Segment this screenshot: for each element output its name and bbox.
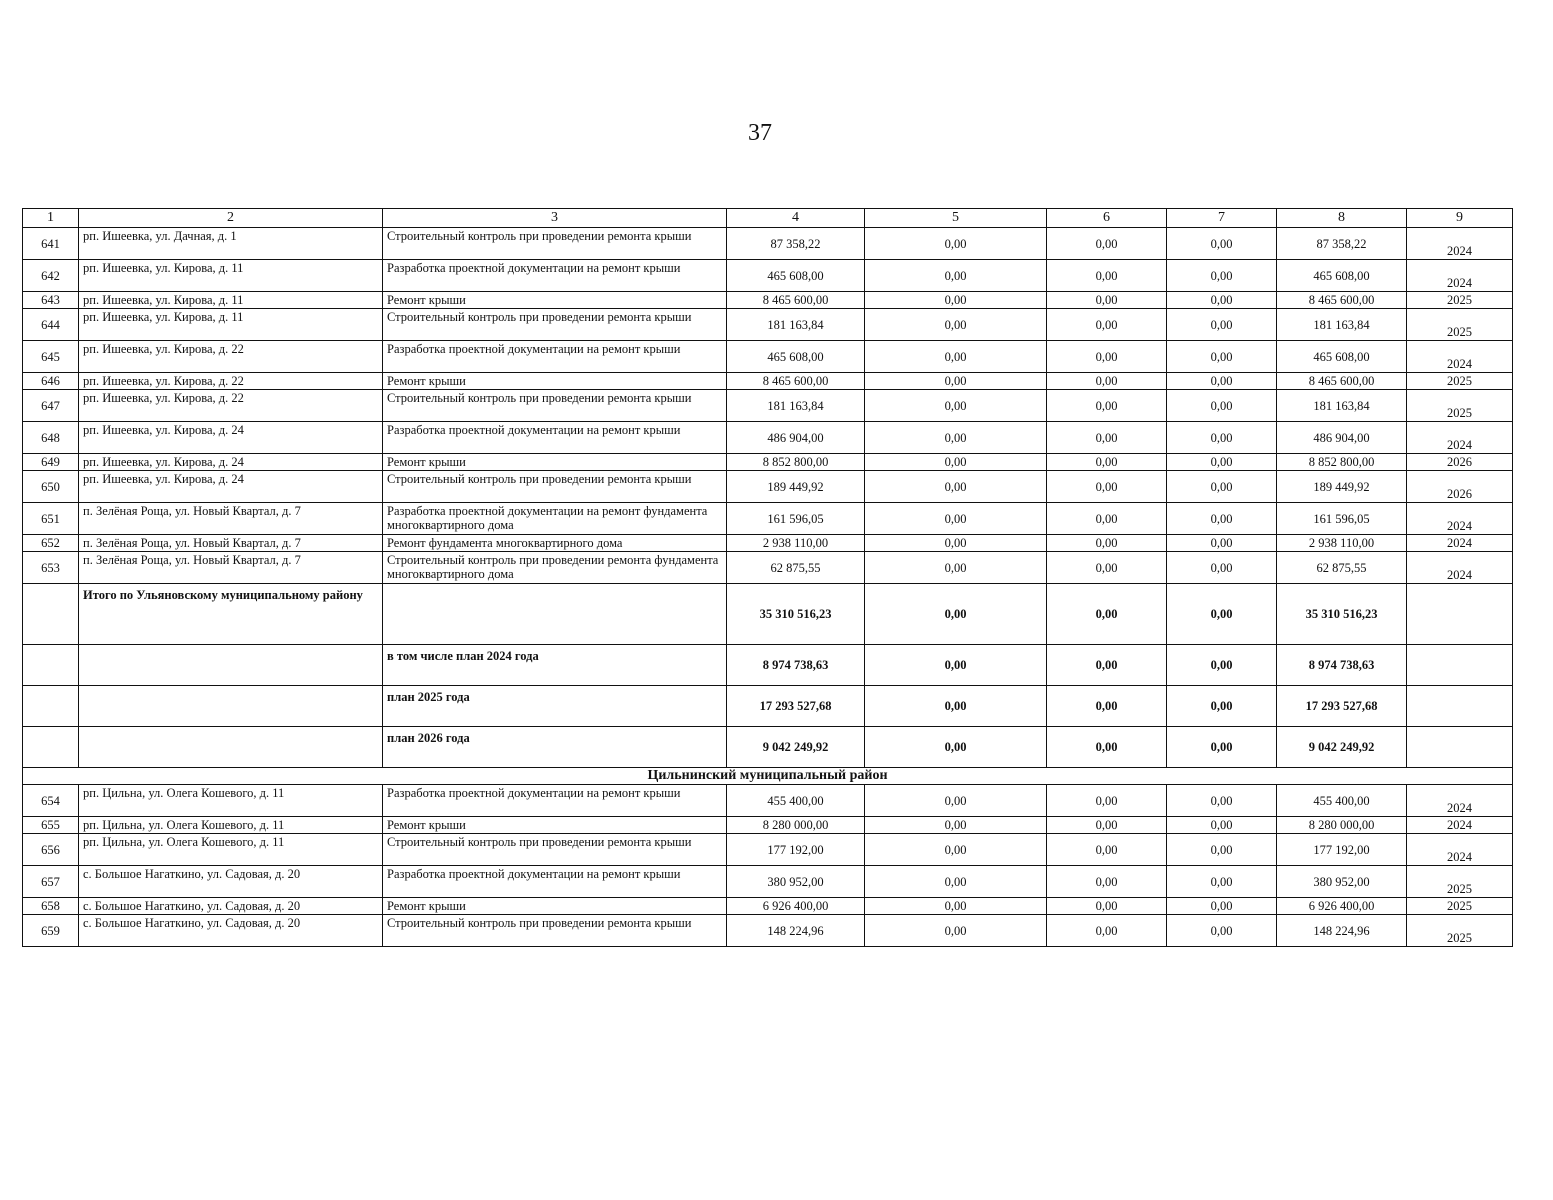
plan-col8: 8 974 738,63 (1277, 645, 1407, 686)
row-year: 2024 (1407, 817, 1513, 834)
column-header: 2 (79, 209, 383, 228)
row-col4-value: 465 608,00 (727, 341, 865, 373)
row-col5-value: 0,00 (865, 228, 1047, 260)
row-col7-value: 0,00 (1167, 471, 1277, 503)
plan-num-cell (23, 686, 79, 727)
plan-row-2024 (23, 645, 1513, 686)
row-number: 644 (23, 309, 79, 341)
row-work-type: Разработка проектной документации на ремонт крыши (383, 260, 727, 292)
row-year: 2024 (1407, 552, 1513, 584)
row-address: п. Зелёная Роща, ул. Новый Квартал, д. 7 (79, 552, 383, 584)
row-col8-value: 161 596,05 (1277, 503, 1407, 535)
row-year: 2025 (1407, 373, 1513, 390)
row-year: 2025 (1407, 390, 1513, 422)
row-year: 2025 (1407, 309, 1513, 341)
row-number: 653 (23, 552, 79, 584)
row-col4-value: 465 608,00 (727, 260, 865, 292)
table-row (23, 390, 1513, 422)
row-year: 2025 (1407, 898, 1513, 915)
column-header: 7 (1167, 209, 1277, 228)
table-row (23, 866, 1513, 898)
row-address: рп. Цильна, ул. Олега Кошевого, д. 11 (79, 834, 383, 866)
row-col4-value: 8 465 600,00 (727, 373, 865, 390)
plan-col8: 9 042 249,92 (1277, 727, 1407, 768)
row-col8-value: 8 280 000,00 (1277, 817, 1407, 834)
row-col7-value: 0,00 (1167, 785, 1277, 817)
row-col8-value: 455 400,00 (1277, 785, 1407, 817)
row-col5-value: 0,00 (865, 866, 1047, 898)
row-col5-value: 0,00 (865, 817, 1047, 834)
table-row (23, 834, 1513, 866)
plan-row-2026 (23, 727, 1513, 768)
row-col6-value: 0,00 (1047, 834, 1167, 866)
row-col8-value: 6 926 400,00 (1277, 898, 1407, 915)
plan-col6: 0,00 (1047, 727, 1167, 768)
plan-col6: 0,00 (1047, 686, 1167, 727)
row-col5-value: 0,00 (865, 785, 1047, 817)
row-col5-value: 0,00 (865, 341, 1047, 373)
row-col6-value: 0,00 (1047, 292, 1167, 309)
row-col4-value: 161 596,05 (727, 503, 865, 535)
row-col7-value: 0,00 (1167, 422, 1277, 454)
row-work-type: Ремонт крыши (383, 454, 727, 471)
column-header: 4 (727, 209, 865, 228)
row-number: 657 (23, 866, 79, 898)
row-number: 647 (23, 390, 79, 422)
plan-col5: 0,00 (865, 686, 1047, 727)
row-col4-value: 8 280 000,00 (727, 817, 865, 834)
plan-label: план 2026 года (383, 727, 727, 768)
row-work-type: Строительный контроль при проведении ремонта крыши (383, 228, 727, 260)
row-col7-value: 0,00 (1167, 915, 1277, 947)
row-number: 650 (23, 471, 79, 503)
table-row (23, 471, 1513, 503)
row-number: 648 (23, 422, 79, 454)
row-year: 2025 (1407, 915, 1513, 947)
row-col5-value: 0,00 (865, 260, 1047, 292)
table-row (23, 535, 1513, 552)
plan-addr-cell (79, 645, 383, 686)
page-number: 37 (748, 120, 772, 146)
column-header: 1 (23, 209, 79, 228)
row-col4-value: 2 938 110,00 (727, 535, 865, 552)
plan-col4: 8 974 738,63 (727, 645, 865, 686)
table-row (23, 817, 1513, 834)
column-header: 3 (383, 209, 727, 228)
row-col8-value: 380 952,00 (1277, 866, 1407, 898)
total-work-cell (383, 584, 727, 645)
row-work-type: Строительный контроль при проведении ремонта крыши (383, 390, 727, 422)
row-year: 2024 (1407, 422, 1513, 454)
row-number: 655 (23, 817, 79, 834)
plan-col8: 17 293 527,68 (1277, 686, 1407, 727)
total-row (23, 584, 1513, 645)
row-number: 643 (23, 292, 79, 309)
row-col7-value: 0,00 (1167, 834, 1277, 866)
row-col5-value: 0,00 (865, 454, 1047, 471)
row-address: с. Большое Нагаткино, ул. Садовая, д. 20 (79, 898, 383, 915)
row-col6-value: 0,00 (1047, 373, 1167, 390)
row-year: 2026 (1407, 454, 1513, 471)
row-year: 2024 (1407, 834, 1513, 866)
row-col4-value: 380 952,00 (727, 866, 865, 898)
row-address: рп. Ишеевка, ул. Кирова, д. 24 (79, 471, 383, 503)
table-row (23, 898, 1513, 915)
row-col6-value: 0,00 (1047, 785, 1167, 817)
plan-col5: 0,00 (865, 727, 1047, 768)
row-col7-value: 0,00 (1167, 866, 1277, 898)
row-work-type: Разработка проектной документации на ремонт крыши (383, 785, 727, 817)
row-number: 659 (23, 915, 79, 947)
row-year: 2024 (1407, 785, 1513, 817)
row-number: 649 (23, 454, 79, 471)
row-col4-value: 181 163,84 (727, 309, 865, 341)
row-year: 2025 (1407, 866, 1513, 898)
row-col6-value: 0,00 (1047, 503, 1167, 535)
row-col6-value: 0,00 (1047, 422, 1167, 454)
row-year: 2026 (1407, 471, 1513, 503)
row-col6-value: 0,00 (1047, 390, 1167, 422)
row-col7-value: 0,00 (1167, 503, 1277, 535)
row-col4-value: 8 852 800,00 (727, 454, 865, 471)
row-col4-value: 189 449,92 (727, 471, 865, 503)
row-address: п. Зелёная Роща, ул. Новый Квартал, д. 7 (79, 503, 383, 535)
plan-label: в том числе план 2024 года (383, 645, 727, 686)
plan-col7: 0,00 (1167, 686, 1277, 727)
table-row (23, 228, 1513, 260)
total-col6: 0,00 (1047, 584, 1167, 645)
row-work-type: Строительный контроль при проведении ремонта крыши (383, 309, 727, 341)
total-year-cell (1407, 584, 1513, 645)
table-row (23, 454, 1513, 471)
row-year: 2024 (1407, 260, 1513, 292)
table-row (23, 422, 1513, 454)
row-col7-value: 0,00 (1167, 454, 1277, 471)
row-col6-value: 0,00 (1047, 341, 1167, 373)
total-label: Итого по Ульяновскому муниципальному району (79, 584, 383, 645)
row-work-type: Разработка проектной документации на ремонт фундамента многоквартирного дома (383, 503, 727, 535)
row-number: 652 (23, 535, 79, 552)
row-address: п. Зелёная Роща, ул. Новый Квартал, д. 7 (79, 535, 383, 552)
row-address: с. Большое Нагаткино, ул. Садовая, д. 20 (79, 866, 383, 898)
row-col6-value: 0,00 (1047, 898, 1167, 915)
row-address: рп. Ишеевка, ул. Кирова, д. 22 (79, 390, 383, 422)
row-number: 656 (23, 834, 79, 866)
row-number: 651 (23, 503, 79, 535)
row-col6-value: 0,00 (1047, 535, 1167, 552)
column-header: 8 (1277, 209, 1407, 228)
row-col5-value: 0,00 (865, 552, 1047, 584)
row-col8-value: 2 938 110,00 (1277, 535, 1407, 552)
section-header-row (23, 768, 1513, 785)
section-title: Цильнинский муниципальный район (23, 768, 1513, 785)
column-header: 9 (1407, 209, 1513, 228)
row-address: с. Большое Нагаткино, ул. Садовая, д. 20 (79, 915, 383, 947)
total-col4: 35 310 516,23 (727, 584, 865, 645)
table-row (23, 915, 1513, 947)
row-col6-value: 0,00 (1047, 260, 1167, 292)
row-address: рп. Ишеевка, ул. Кирова, д. 11 (79, 260, 383, 292)
table-row (23, 292, 1513, 309)
plan-col6: 0,00 (1047, 645, 1167, 686)
row-col6-value: 0,00 (1047, 309, 1167, 341)
row-col4-value: 6 926 400,00 (727, 898, 865, 915)
row-col5-value: 0,00 (865, 309, 1047, 341)
row-col8-value: 465 608,00 (1277, 260, 1407, 292)
row-year: 2024 (1407, 228, 1513, 260)
row-col7-value: 0,00 (1167, 535, 1277, 552)
row-col8-value: 486 904,00 (1277, 422, 1407, 454)
row-col6-value: 0,00 (1047, 552, 1167, 584)
row-col7-value: 0,00 (1167, 817, 1277, 834)
row-year: 2024 (1407, 341, 1513, 373)
row-col5-value: 0,00 (865, 471, 1047, 503)
table-row (23, 260, 1513, 292)
row-col7-value: 0,00 (1167, 390, 1277, 422)
plan-col4: 17 293 527,68 (727, 686, 865, 727)
row-year: 2024 (1407, 503, 1513, 535)
row-col8-value: 189 449,92 (1277, 471, 1407, 503)
row-col6-value: 0,00 (1047, 471, 1167, 503)
row-address: рп. Ишеевка, ул. Кирова, д. 24 (79, 422, 383, 454)
row-col5-value: 0,00 (865, 834, 1047, 866)
row-work-type: Ремонт фундамента многоквартирного дома (383, 535, 727, 552)
row-work-type: Строительный контроль при проведении ремонта крыши (383, 834, 727, 866)
table-row (23, 503, 1513, 535)
plan-col7: 0,00 (1167, 727, 1277, 768)
row-work-type: Разработка проектной документации на ремонт крыши (383, 341, 727, 373)
total-col7: 0,00 (1167, 584, 1277, 645)
row-col5-value: 0,00 (865, 503, 1047, 535)
row-col7-value: 0,00 (1167, 228, 1277, 260)
row-col7-value: 0,00 (1167, 373, 1277, 390)
row-col4-value: 455 400,00 (727, 785, 865, 817)
total-col8: 35 310 516,23 (1277, 584, 1407, 645)
row-col6-value: 0,00 (1047, 866, 1167, 898)
row-col6-value: 0,00 (1047, 228, 1167, 260)
row-col8-value: 62 875,55 (1277, 552, 1407, 584)
total-num-cell (23, 584, 79, 645)
row-work-type: Ремонт крыши (383, 817, 727, 834)
row-work-type: Ремонт крыши (383, 373, 727, 390)
plan-year-cell (1407, 727, 1513, 768)
table-row (23, 785, 1513, 817)
row-work-type: Строительный контроль при проведении ремонта крыши (383, 915, 727, 947)
row-col5-value: 0,00 (865, 535, 1047, 552)
plan-label: план 2025 года (383, 686, 727, 727)
plan-year-cell (1407, 686, 1513, 727)
row-work-type: Разработка проектной документации на ремонт крыши (383, 422, 727, 454)
row-col8-value: 181 163,84 (1277, 309, 1407, 341)
row-col7-value: 0,00 (1167, 309, 1277, 341)
row-col5-value: 0,00 (865, 292, 1047, 309)
row-col8-value: 181 163,84 (1277, 390, 1407, 422)
row-col5-value: 0,00 (865, 898, 1047, 915)
row-col4-value: 181 163,84 (727, 390, 865, 422)
row-col8-value: 8 465 600,00 (1277, 292, 1407, 309)
row-number: 646 (23, 373, 79, 390)
row-col4-value: 486 904,00 (727, 422, 865, 454)
row-col8-value: 8 465 600,00 (1277, 373, 1407, 390)
row-address: рп. Ишеевка, ул. Кирова, д. 22 (79, 341, 383, 373)
row-col5-value: 0,00 (865, 373, 1047, 390)
row-col7-value: 0,00 (1167, 552, 1277, 584)
plan-row-2025 (23, 686, 1513, 727)
row-col4-value: 87 358,22 (727, 228, 865, 260)
row-col4-value: 8 465 600,00 (727, 292, 865, 309)
table-body (23, 228, 1513, 947)
table-row (23, 341, 1513, 373)
column-header: 5 (865, 209, 1047, 228)
row-number: 641 (23, 228, 79, 260)
table-row (23, 309, 1513, 341)
row-col6-value: 0,00 (1047, 915, 1167, 947)
row-address: рп. Ишеевка, ул. Дачная, д. 1 (79, 228, 383, 260)
row-col8-value: 8 852 800,00 (1277, 454, 1407, 471)
row-number: 642 (23, 260, 79, 292)
row-address: рп. Ишеевка, ул. Кирова, д. 11 (79, 292, 383, 309)
row-col5-value: 0,00 (865, 422, 1047, 454)
row-year: 2025 (1407, 292, 1513, 309)
row-col8-value: 87 358,22 (1277, 228, 1407, 260)
row-work-type: Ремонт крыши (383, 292, 727, 309)
row-col8-value: 465 608,00 (1277, 341, 1407, 373)
row-col7-value: 0,00 (1167, 898, 1277, 915)
row-col7-value: 0,00 (1167, 292, 1277, 309)
plan-addr-cell (79, 686, 383, 727)
row-col5-value: 0,00 (865, 915, 1047, 947)
row-year: 2024 (1407, 535, 1513, 552)
row-number: 658 (23, 898, 79, 915)
row-work-type: Строительный контроль при проведении ремонта фундамента многоквартирного дома (383, 552, 727, 584)
plan-num-cell (23, 727, 79, 768)
table-wrapper (22, 208, 1512, 947)
row-col4-value: 148 224,96 (727, 915, 865, 947)
row-col8-value: 177 192,00 (1277, 834, 1407, 866)
row-col6-value: 0,00 (1047, 454, 1167, 471)
row-number: 645 (23, 341, 79, 373)
row-col4-value: 62 875,55 (727, 552, 865, 584)
table-row (23, 552, 1513, 584)
plan-col7: 0,00 (1167, 645, 1277, 686)
row-address: рп. Цильна, ул. Олега Кошевого, д. 11 (79, 785, 383, 817)
row-address: рп. Ишеевка, ул. Кирова, д. 11 (79, 309, 383, 341)
row-address: рп. Цильна, ул. Олега Кошевого, д. 11 (79, 817, 383, 834)
row-address: рп. Ишеевка, ул. Кирова, д. 24 (79, 454, 383, 471)
plan-year-cell (1407, 645, 1513, 686)
row-col6-value: 0,00 (1047, 817, 1167, 834)
row-col8-value: 148 224,96 (1277, 915, 1407, 947)
table-row (23, 373, 1513, 390)
row-col7-value: 0,00 (1167, 341, 1277, 373)
row-number: 654 (23, 785, 79, 817)
total-col5: 0,00 (865, 584, 1047, 645)
row-work-type: Строительный контроль при проведении ремонта крыши (383, 471, 727, 503)
row-col4-value: 177 192,00 (727, 834, 865, 866)
row-col5-value: 0,00 (865, 390, 1047, 422)
header-row (23, 209, 1513, 228)
row-col7-value: 0,00 (1167, 260, 1277, 292)
row-work-type: Разработка проектной документации на ремонт крыши (383, 866, 727, 898)
plan-col4: 9 042 249,92 (727, 727, 865, 768)
column-header: 6 (1047, 209, 1167, 228)
row-address: рп. Ишеевка, ул. Кирова, д. 22 (79, 373, 383, 390)
repair-plan-table (22, 208, 1513, 947)
plan-addr-cell (79, 727, 383, 768)
plan-num-cell (23, 645, 79, 686)
plan-col5: 0,00 (865, 645, 1047, 686)
row-work-type: Ремонт крыши (383, 898, 727, 915)
